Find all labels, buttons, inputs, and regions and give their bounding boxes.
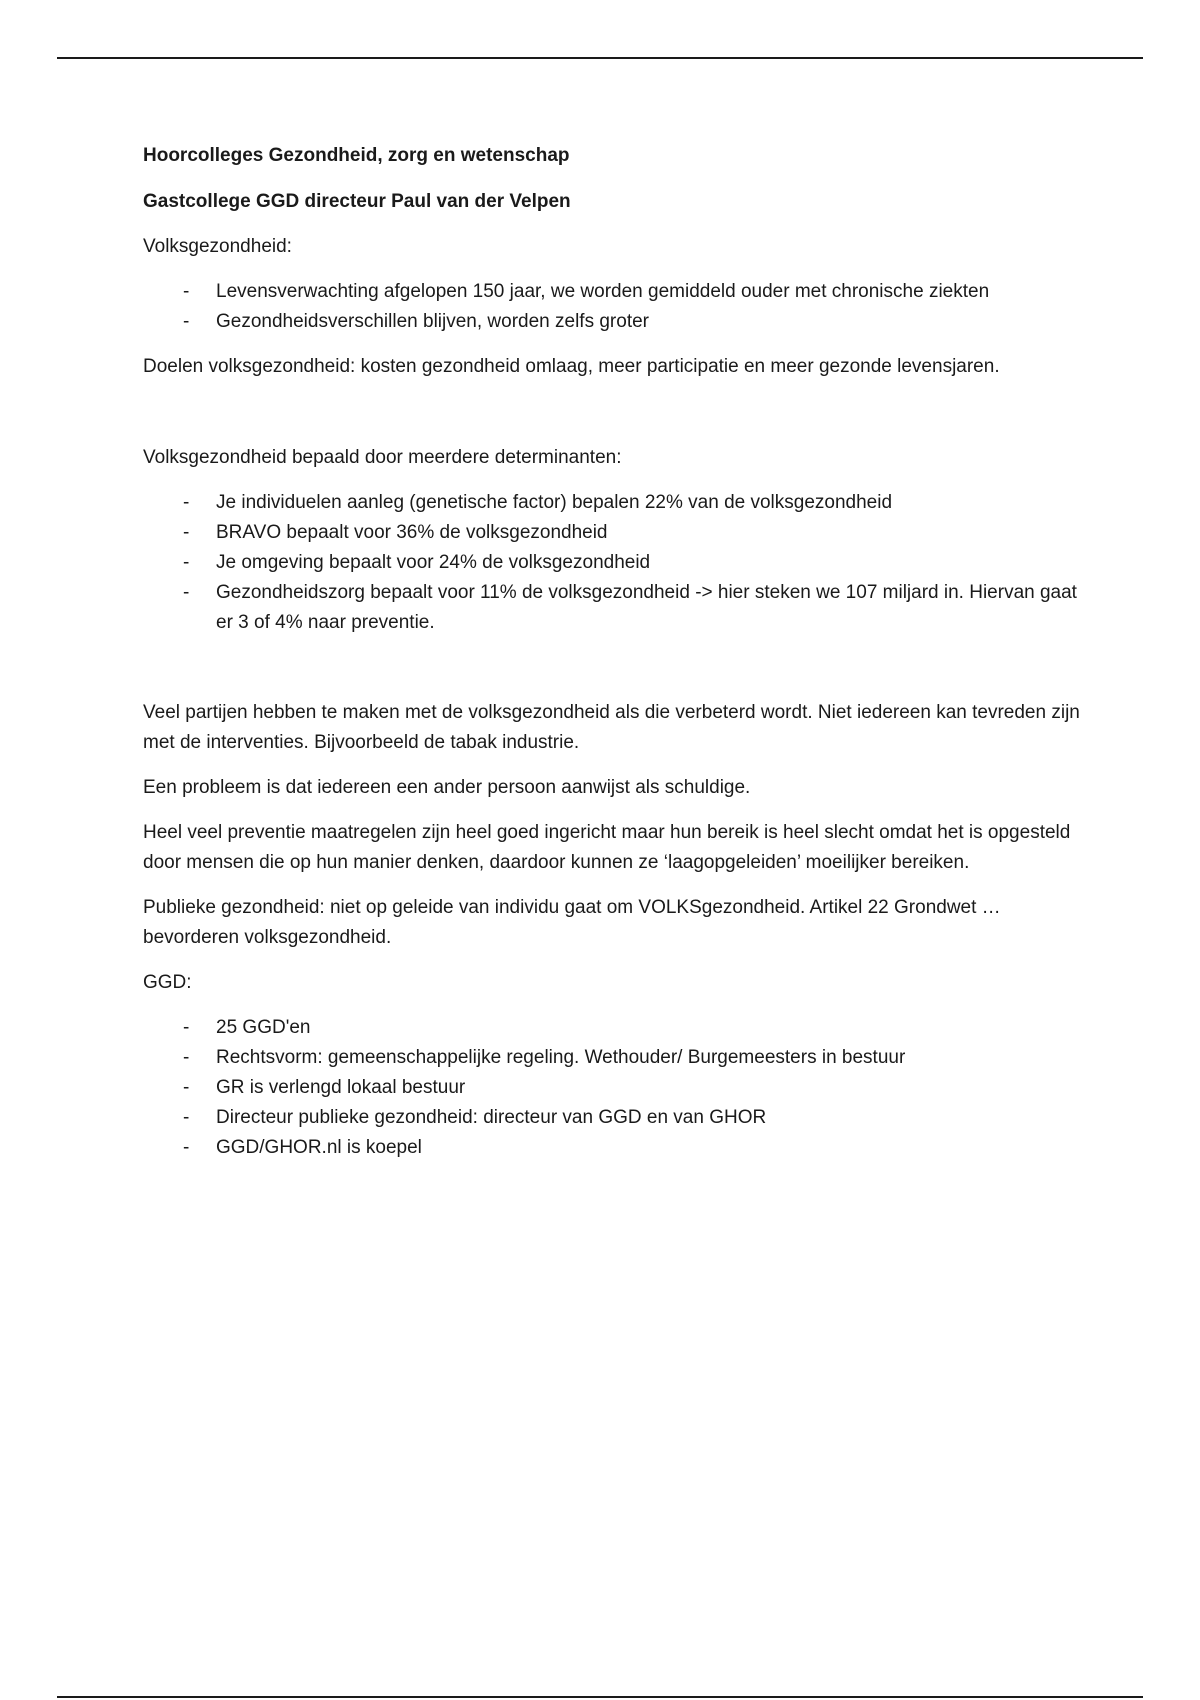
- paragraph-blame: Een probleem is dat iedereen een ander persoon aanwijst als schuldige.: [143, 777, 751, 798]
- section1-heading: Volksgezondheid:: [143, 236, 292, 257]
- list-item: - Gezondheidszorg bepaalt voor 11% de volksgezondheid -> hier steken we 107 miljard in. Hiervan gaat er 3 of 4% naar preventie.: [216, 578, 1083, 638]
- goals-paragraph: Doelen volksgezondheid: kosten gezondheid omlaag, meer participatie en meer gezonde levensjaren.: [143, 356, 1000, 377]
- section3-heading: GGD:: [143, 972, 192, 993]
- list-item: - 25 GGD'en: [216, 1013, 1083, 1043]
- list-item: - GR is verlengd lokaal bestuur: [216, 1073, 1083, 1103]
- section1-list: [143, 277, 1083, 337]
- paragraph-parties: Veel partijen hebben te maken met de volksgezondheid als die verbeterd wordt. Niet iedereen kan tevreden zijn met de interventies. Bijvoorbeeld de tabak industrie.: [143, 702, 1080, 753]
- list-item: - GGD/GHOR.nl is koepel: [216, 1133, 1083, 1163]
- document-subtitle: Gastcollege GGD directeur Paul van der Velpen: [143, 191, 571, 212]
- list-item: - BRAVO bepaalt voor 36% de volksgezondheid: [216, 518, 1083, 548]
- paragraph-public-health: Publieke gezondheid: niet op geleide van individu gaat om VOLKSgezondheid. Artikel 22 Grondwet … bevorderen volksgezondheid.: [143, 897, 1001, 948]
- section3-list: [143, 1013, 1083, 1163]
- paragraph-prevention: Heel veel preventie maatregelen zijn heel goed ingericht maar hun bereik is heel slecht omdat het is opgesteld door mensen die op hun manier denken, daardoor kunnen ze ‘laagopgeleiden’ moeilijker bereiken.: [143, 822, 1071, 873]
- document-title: Hoorcolleges Gezondheid, zorg en wetenschap: [143, 145, 570, 166]
- document-body: [143, 141, 1083, 1163]
- list-item: - Levensverwachting afgelopen 150 jaar, we worden gemiddeld ouder met chronische ziekten: [216, 277, 1083, 307]
- list-item: - Gezondheidsverschillen blijven, worden zelfs groter: [216, 307, 1083, 337]
- top-rule: [57, 57, 1143, 59]
- list-item: - Je individuelen aanleg (genetische factor) bepalen 22% van de volksgezondheid: [216, 488, 1083, 518]
- section2-heading: Volksgezondheid bepaald door meerdere determinanten:: [143, 447, 622, 468]
- bottom-rule: [57, 1696, 1143, 1698]
- list-item: - Directeur publieke gezondheid: directeur van GGD en van GHOR: [216, 1103, 1083, 1133]
- section2-list: [143, 488, 1083, 638]
- list-item: - Rechtsvorm: gemeenschappelijke regeling. Wethouder/ Burgemeesters in bestuur: [216, 1043, 1083, 1073]
- list-item: - Je omgeving bepaalt voor 24% de volksgezondheid: [216, 548, 1083, 578]
